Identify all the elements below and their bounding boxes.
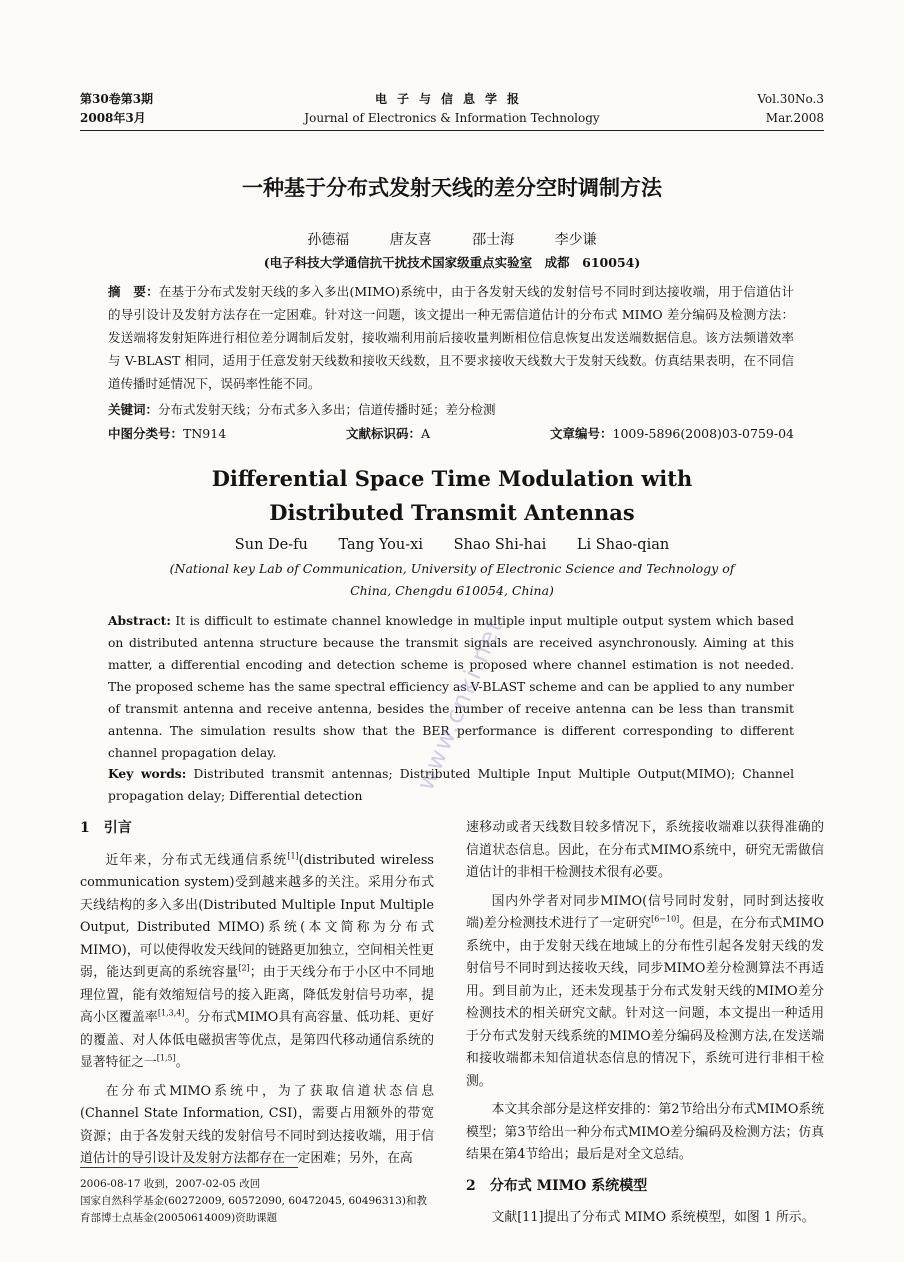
keywords-en-label: Key words:: [108, 766, 187, 781]
doc-value: A: [421, 426, 431, 441]
section-number: 2: [466, 1177, 476, 1194]
classification-row: [108, 422, 794, 445]
volume-cn: 第30卷第3期: [80, 92, 154, 106]
text-run: 国内外学者对同步MIMO(信号同时发射，同时到达接收端)差分检测技术进行了一定研究: [466, 893, 824, 931]
keywords-cn-text: 分布式发射天线；分布式多入多出；信道传播时延；差分检测: [158, 402, 496, 417]
volume-en: Vol.30No.3: [757, 92, 824, 106]
keywords-cn-label: 关键词：: [108, 402, 159, 417]
text-run: 。分布式MIMO具有高容量、低功耗、更好的覆盖、对人体低电磁损害等优点，是第四代移动通信系统的显著特征之一: [80, 1010, 434, 1070]
watermark: www.cnki.net: [411, 613, 509, 795]
footnote-rule: [80, 1167, 298, 1168]
intro-paragraph-2-continued: 速移动或者天线数目较多情况下，系统接收端难以获得准确的信道状态信息。因此，在分布式MIMO系统中，研究无需做信道估计的非相干检测技术很有必要。: [466, 820, 824, 880]
author-list-en: [0, 537, 904, 553]
journal-name-en: Journal of Electronics & Information Technology: [304, 111, 600, 125]
left-column: [80, 817, 434, 1177]
doc-code: [346, 422, 430, 445]
text-run: 近年来，分布式无线通信系统: [105, 852, 288, 868]
text-run: 。但是，在分布式MIMO系统中，由于发射天线在地域上的分布性引起各发射天线的发射信号不同时到达接收天线，同步MIMO差分检测算法不再适用。到目前为止，还未发现基于分布式发射天线的MIMO差分检测技术的相关研究文献。针对这一问题，本文提出一种适用于分布式发射天线系统的MIMO差分编码及检测方法,在发送端和接收端都未知信道状态信息的情况下，系统可进行非相干检测。: [466, 916, 824, 1089]
article-number: [550, 422, 794, 445]
author-list-cn: [0, 229, 904, 249]
affiliation-en-line1: (National key Lab of Communication, University of Electronic Science and Technology of: [169, 561, 735, 576]
header-rule: [80, 130, 824, 131]
paper-title-en: [0, 462, 904, 530]
section-title: 引言: [103, 820, 132, 836]
header-right: [757, 90, 824, 128]
section-heading-1: [80, 817, 434, 840]
doc-label: 文献标识码：: [346, 426, 422, 441]
journal-name-cn: 电子与信息学报: [374, 92, 529, 106]
citation: [1]: [287, 851, 299, 861]
article-label: 文章编号：: [550, 426, 613, 441]
citation: [6−10]: [651, 914, 680, 924]
intro-paragraph-2: 在分布式MIMO系统中，为了获取信道状态信息(Channel State Information, CSI)，需要占用额外的带宽资源；由于各发射天线的发射信号不同时到达接收端，用于信道估计的导引设计及发射方法都存在一定困难；另外，在高: [80, 1083, 434, 1166]
abstract-en-text: It is difficult to estimate channel knowledge in multiple input multiple output system which based on distributed antenna structure because the transmit signals are received asynchronously. Aiming at this matter, a differential encoding and detection scheme is proposed where channel estimation is not needed. The proposed scheme has the same spectral efficiency as V-BLAST scheme and can be applied to any number of transmit antenna and receive antenna, besides the number of receive antenna can be less than transmit antenna. The simulation results show that the BER performance is different corresponding to different channel propagation delay.: [108, 614, 794, 760]
clc-value: TN914: [183, 426, 227, 441]
section-title: 分布式 MIMO 系统模型: [489, 1177, 648, 1194]
abstract-cn-label: 摘 要：: [108, 284, 159, 299]
date-cn: 2008年3月: [80, 111, 146, 125]
clc-label: 中图分类号：: [108, 426, 184, 441]
abstract-cn: [108, 280, 794, 395]
abstract-en-label: Abstract:: [108, 613, 171, 628]
intro-paragraph-4: 本文其余部分是这样安排的：第2节给出分布式MIMO系统模型；第3节给出一种分布式MIMO差分编码及检测方法；仿真结果在第4节给出；最后是对全文总结。: [466, 1102, 824, 1162]
affiliation-cn: (电子科技大学通信抗干扰技术国家级重点实验室 成都 610054): [263, 255, 641, 270]
intro-paragraph-3: [466, 891, 824, 1094]
header-center: [80, 90, 824, 128]
keywords-cn: [108, 398, 794, 421]
running-header: [80, 90, 824, 134]
text-run: (distributed wireless communication system)受到越来越多的关注。采用分布式天线结构的多入多出(Distributed Multiple Input Multiple Output, Distributed MIMO)系统(本文简称为分布式MIMO)，可以使得收发天线间的链路更加独立，空间相关性更弱，能达到更高的系统容量: [80, 852, 434, 980]
intro-paragraph-1: [80, 850, 434, 1075]
received-dates: 2006-08-17 收到，2007-02-05 改回: [80, 1178, 261, 1190]
author-en: Li Shao-qian: [576, 537, 670, 553]
title-en-line1: Differential Space Time Modulation with: [211, 466, 693, 491]
affiliation-en: [0, 558, 904, 602]
citation: [2]: [238, 963, 250, 973]
section-heading-2: [466, 1175, 824, 1198]
funding-note: 国家自然科学基金(60272009, 60572090, 60472045, 60496313)和教育部博士点基金(20050614009)资助课题: [80, 1195, 427, 1224]
text-run: ；由于天线分布于小区中不同地理位置，能有效缩短信号的接入距离，降低发射信号功率，提高小区覆盖率: [80, 965, 435, 1025]
section-number: 1: [80, 820, 90, 836]
keywords-en-text: Distributed transmit antennas; Distributed Multiple Input Multiple Output(MIMO); Channel propagation delay; Differential detection: [108, 767, 795, 803]
citation: [1,3,4]: [157, 1008, 185, 1018]
abstract-cn-text: 在基于分布式发射天线的多入多出(MIMO)系统中，由于各发射天线的发射信号不同时到达接收端，用于信道估计的导引设计及发射方法存在一定困难。针对这一问题，该文提出一种无需信道估计的分布式 MIMO 差分编码及检测方法：发送端将发射矩阵进行相位差分调制后发射，接收端利用前后接收量判断相位信息恢复出发送端数据信息。该方法频谱效率与 V-BLAST 相同，适用于任意发射天线数和接收天线数，且不要求接收天线数大于发射天线数。仿真结果表明，在不同信道传播时延情况下，误码率性能不同。: [108, 284, 794, 391]
article-value: 1009-5896(2008)03-0759-04: [612, 426, 794, 441]
author-en: Sun De-fu: [234, 537, 308, 553]
author-en: Tang You-xi: [338, 537, 423, 553]
author-cn: 邵士海: [472, 232, 515, 248]
author-cn: 唐友喜: [389, 232, 432, 248]
citation: [1,5]: [156, 1053, 176, 1063]
right-column: [466, 817, 824, 1236]
author-cn: 李少谦: [554, 232, 597, 248]
keywords-en: [108, 763, 794, 807]
author-cn: 孙德福: [307, 232, 350, 248]
title-en-line2: Distributed Transmit Antennas: [269, 500, 635, 525]
paper-title-cn: 一种基于分布式发射天线的差分空时调制方法: [242, 175, 662, 200]
footnote: [80, 1176, 434, 1227]
model-paragraph-1: 文献[11]提出了分布式 MIMO 系统模型，如图 1 所示。: [491, 1210, 815, 1225]
author-en: Shao Shi-hai: [453, 537, 547, 553]
text-run: 。: [175, 1055, 189, 1070]
clc-code: [108, 422, 226, 445]
affiliation-en-line2: China, Chengdu 610054, China): [350, 583, 554, 598]
date-en: Mar.2008: [765, 111, 824, 125]
